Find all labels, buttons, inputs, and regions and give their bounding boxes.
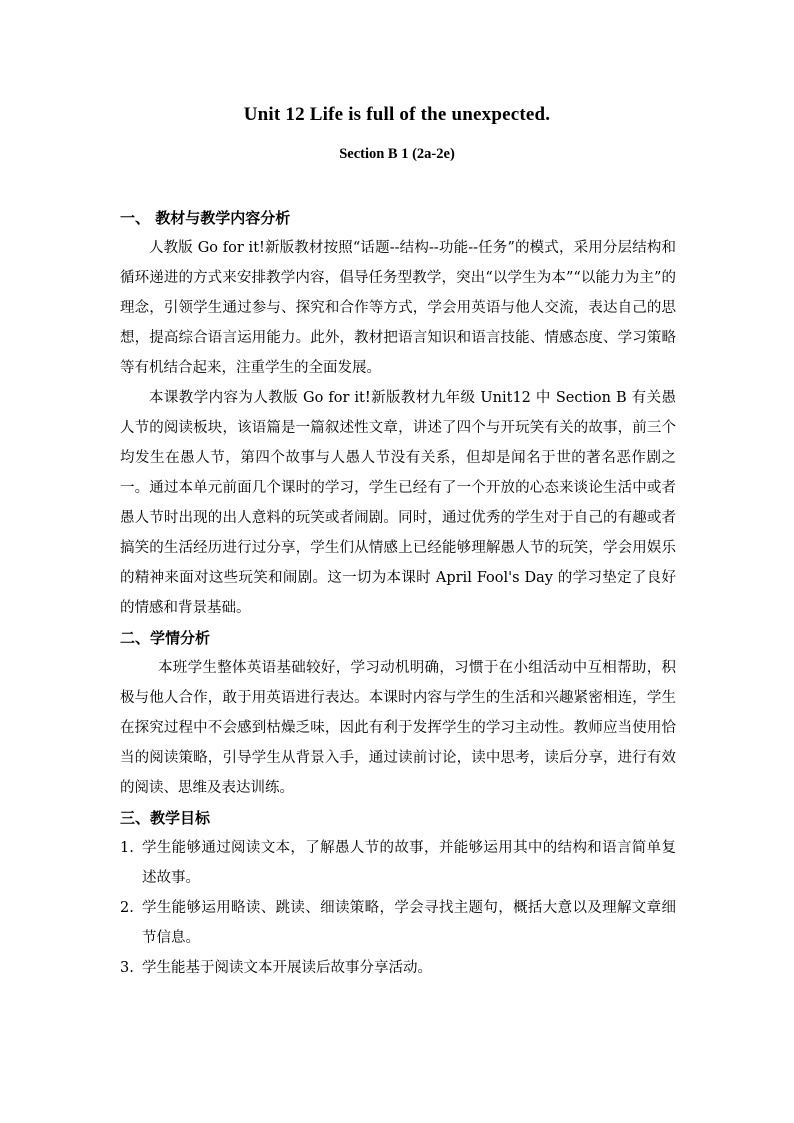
list-item [120, 893, 676, 953]
paragraph: 本课教学内容为人教版 Go for it!新版教材九年级 Unit12 中 Section B 有关愚人节的阅读板块，该语篇是一篇叙述性文章，讲述了四个与开玩笑有关的故事，前三个均发生在愚人节，第四个故事与人愚人节没有关系，但却是闻名于世的著名恶作剧之一。通过本单元前面几个课时的学习，学生已经有了一个开放的心态来谈论生活中或者愚人节时出现的出人意料的玩笑或者闹剧。同时，通过优秀的学生对于自己的有趣或者搞笑的生活经历进行过分享，学生们从情感上已经能够理解愚人节的玩笑，学会用娱乐的精神来面对这些玩笑和闹剧。这一切为本课时 April Fool's Day 的学习垫定了良好的情感和背景基础。 [120, 390, 676, 616]
list-item-text: 学生能够通过阅读文本，了解愚人节的故事，并能够运用其中的结构和语言简单复述故事。 [142, 840, 676, 886]
list-item [120, 833, 676, 893]
list-item-number: 3. [120, 960, 134, 976]
list-item-text: 学生能基于阅读文本开展读后故事分享活动。 [142, 960, 432, 976]
section-student-analysis [120, 623, 676, 803]
section-textbook-analysis [120, 203, 676, 623]
list-item [120, 953, 676, 983]
list-item-number: 1. [120, 840, 134, 856]
section-heading: 三、教学目标 [120, 809, 211, 827]
document-body [120, 203, 676, 983]
section-heading: 一、 教材与教学内容分析 [120, 209, 291, 227]
document-title: Unit 12 Life is full of the unexpected. [243, 104, 551, 125]
section-teaching-objectives [120, 803, 676, 983]
document-subtitle: Section B 1 (2a-2e) [339, 146, 455, 162]
paragraph: 人教版 Go for it!新版教材按照“话题--结构--功能--任务”的模式，采用分层结构和循环递进的方式来安排教学内容，倡导任务型教学，突出“以学生为本”“以能力为主”的理念，引领学生通过参与、探究和合作等方式，学会用英语与他人交流，表达自己的思想，提高综合语言运用能力。此外，教材把语言知识和语言技能、情感态度、学习策略等有机结合起来，注重学生的全面发展。 [120, 240, 676, 376]
section-heading: 二、学情分析 [120, 629, 211, 647]
paragraph: 本班学生整体英语基础较好，学习动机明确，习惯于在小组活动中互相帮助，积极与他人合作，敢于用英语进行表达。本课时内容与学生的生活和兴趣紧密相连，学生在探究过程中不会感到枯燥乏味，因此有利于发挥学生的学习主动性。教师应当使用恰当的阅读策略，引导学生从背景入手，通过读前讨论，读中思考，读后分享，进行有效的阅读、思维及表达训练。 [120, 660, 676, 796]
list-item-text: 学生能够运用略读、跳读、细读策略，学会寻找主题句，概括大意以及理解文章细节信息。 [142, 900, 676, 946]
objectives-list [120, 833, 676, 983]
list-item-number: 2. [120, 900, 134, 916]
